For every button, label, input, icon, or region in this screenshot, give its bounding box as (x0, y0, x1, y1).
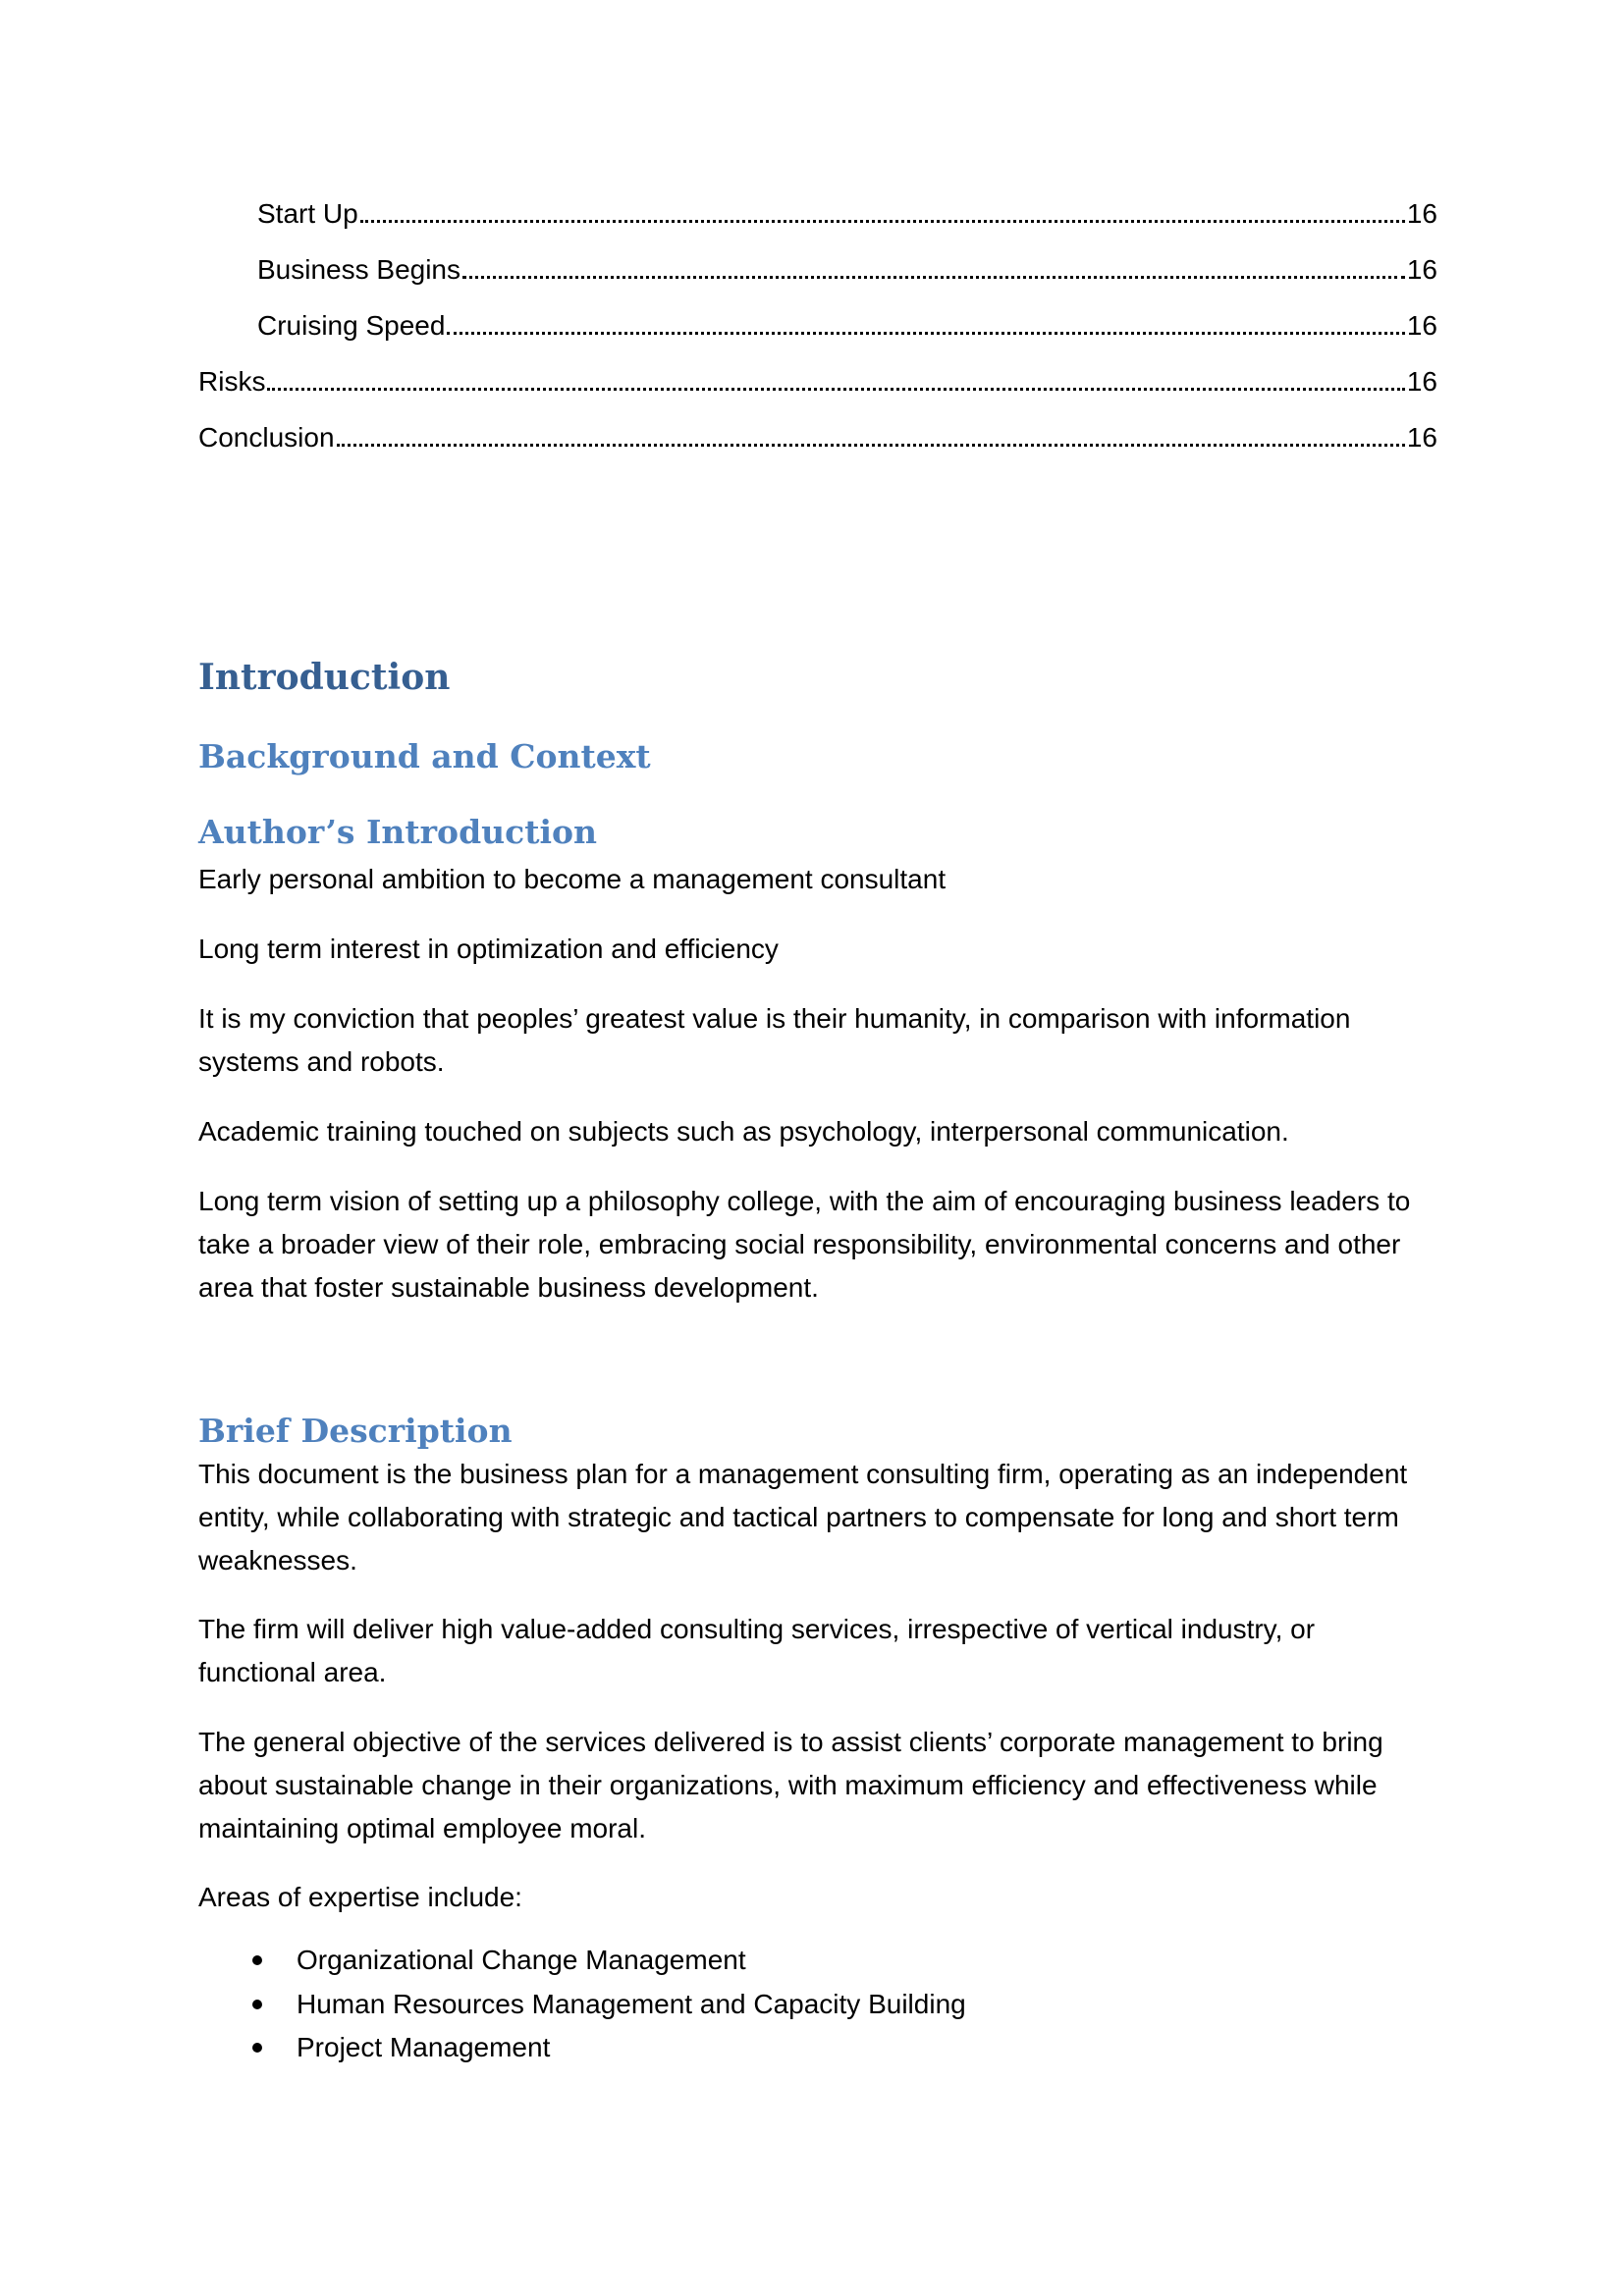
toc-entry-conclusion[interactable] (198, 412, 1437, 455)
toc-entry-page: 16 (1406, 198, 1437, 229)
toc-dot-leader (337, 444, 1405, 447)
toc-dot-leader (462, 276, 1405, 279)
paragraph: It is my conviction that peoples’ greatest value is their humanity, in comparison with information systems and robots. (198, 1003, 1351, 1077)
toc-entry-page: 16 (1406, 422, 1437, 453)
paragraph: Areas of expertise include: (198, 1882, 522, 1912)
paragraph: The general objective of the services delivered is to assist clients’ corporate management to bring about sustainable change in their organizations, with maximum efficiency and effectiveness while maintaining optimal employee moral. (198, 1727, 1383, 1843)
heading-background-and-context: Background and Context (198, 737, 651, 775)
list-item-text: Human Resources Management and Capacity Building (297, 1988, 966, 2019)
heading-introduction: Introduction (198, 657, 451, 698)
paragraph: Early personal ambition to become a management consultant (198, 864, 947, 894)
toc-entry-page: 16 (1406, 366, 1437, 397)
list-item (198, 1983, 1437, 2027)
toc-entry-cruising-speed[interactable] (257, 300, 1437, 344)
toc-entry-title: Conclusion (198, 422, 335, 453)
toc-entry-start-up[interactable] (257, 188, 1437, 232)
toc-dot-leader (267, 388, 1404, 391)
toc-dot-leader (360, 220, 1405, 223)
toc-dot-leader (447, 332, 1404, 335)
paragraph: Long term vision of setting up a philosophy college, with the aim of encouraging business leaders to take a broader view of their role, embracing social responsibility, environmental concerns and other area that foster sustainable business development. (198, 1186, 1411, 1303)
toc-entry-title: Start Up (257, 198, 358, 229)
list-item-text: Project Management (297, 2032, 551, 2062)
paragraph: The firm will deliver high value-added consulting services, irrespective of vertical industry, or functional area. (198, 1614, 1316, 1687)
toc-entry-page: 16 (1406, 254, 1437, 285)
paragraph: Academic training touched on subjects such as psychology, interpersonal communication. (198, 1116, 1289, 1147)
toc-entry-title: Business Begins (257, 254, 461, 285)
bullet-icon (252, 1955, 262, 1965)
heading-authors-introduction: Author’s Introduction (198, 813, 598, 851)
toc-entry-business-begins[interactable] (257, 244, 1437, 288)
list-item-text: Organizational Change Management (297, 1945, 746, 1975)
heading-brief-description: Brief Description (198, 1412, 513, 1450)
paragraph: Long term interest in optimization and efficiency (198, 934, 779, 964)
toc-entry-page: 16 (1406, 310, 1437, 341)
list-item (198, 1939, 1437, 1983)
bullet-icon (252, 2000, 262, 2009)
toc-entry-risks[interactable] (198, 356, 1437, 400)
list-item (198, 2026, 1437, 2070)
paragraph: This document is the business plan for a management consulting firm, operating as an independent entity, while collaborating with strategic and tactical partners to compensate for long and short term weaknesses. (198, 1459, 1408, 1575)
expertise-list (198, 1939, 1437, 2070)
bullet-icon (252, 2043, 262, 2053)
toc-entry-title: Risks (198, 366, 266, 397)
toc-entry-title: Cruising Speed (257, 310, 446, 341)
